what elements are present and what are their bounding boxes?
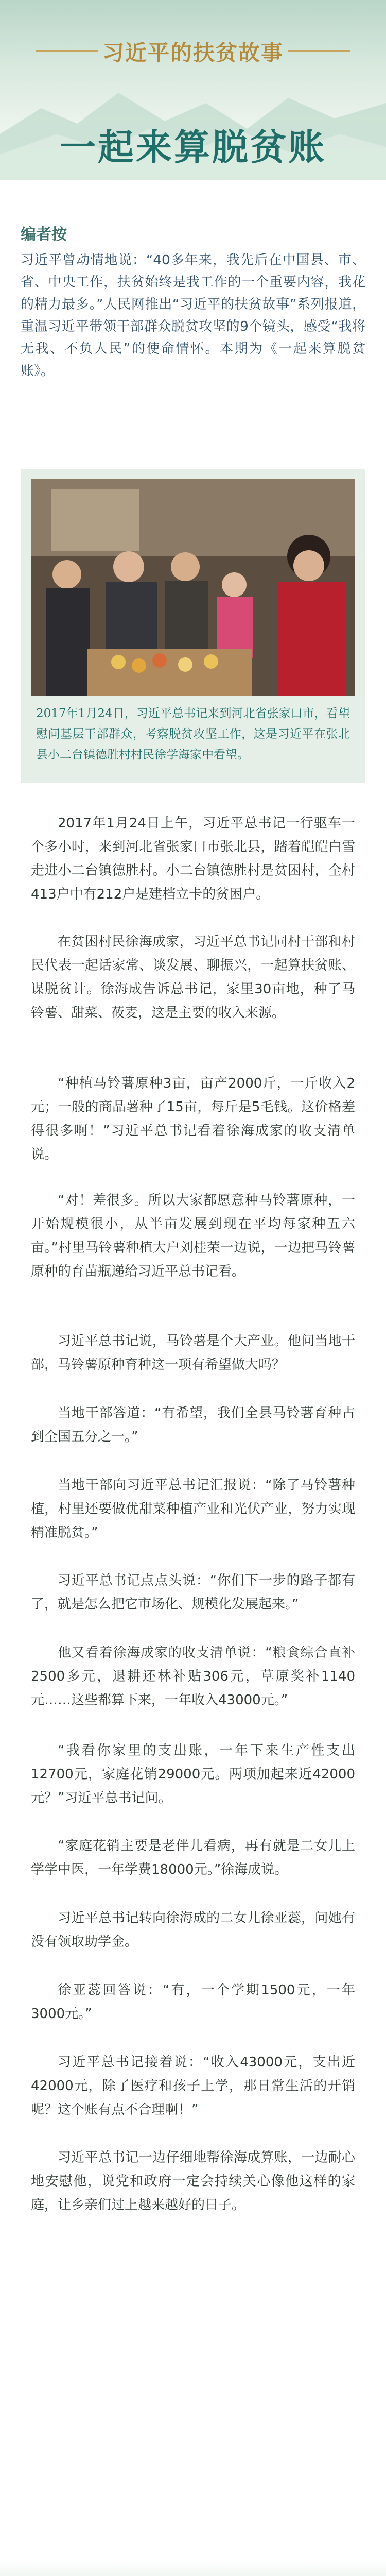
editor-note-label: 编者按 bbox=[21, 226, 67, 244]
photo-card bbox=[21, 469, 365, 783]
article-paragraph: 他又看着徐海成家的收支清单说：“粮食综合直补2500多元，退耕还林补贴306元，草原奖补1140元……这些都算下来，一年收入43000元。” bbox=[31, 1645, 355, 1708]
photo-caption: 2017年1月24日，习近平总书记来到河北省张家口市，看望慰问基层干部群众，考察脱贫攻坚工作，这是习近平在张北县小二台镇德胜村村民徐学海家中看望。 bbox=[36, 707, 350, 761]
editor-note bbox=[21, 222, 365, 382]
footer bbox=[0, 2561, 386, 2576]
series-title: 习近平的扶贫故事 bbox=[102, 40, 284, 65]
article-paragraph: 当地干部向习近平总书记汇报说：“除了马铃薯种植，村里还要做优甜菜种植产业和光伏产业，努力实现精准脱贫。” bbox=[31, 1478, 355, 1540]
editor-note-text: 习近平曾动情地说：“40多年来，我先后在中国县、市、省、中央工作，扶贫始终是我工作的一个重要内容，我花的精力最多。”人民网推出“习近平的扶贫故事”系列报道，重温习近平带领干部群众脱贫攻坚的9个镜头，感受“我将无我、不负人民”的使命情怀。本期为《一起来算脱贫账》。 bbox=[21, 252, 365, 379]
article-paragraph: 习近平总书记一边仔细地帮徐海成算账，一边耐心地安慰他，说党和政府一定会持续关心像他这样的家庭，让乡亲们过上越来越好的日子。 bbox=[31, 2150, 355, 2213]
article-paragraph: 习近平总书记说，马铃薯是个大产业。他问当地干部，马铃薯原种育种这一项有希望做大吗？ bbox=[31, 1333, 355, 1372]
footer-mountains bbox=[0, 2561, 386, 2576]
title-rule-right bbox=[288, 50, 350, 52]
article-paragraph: “家庭花销主要是老伴儿看病，再有就是二女儿上学学中医，一年学费18000元。”徐海成说。 bbox=[31, 1838, 355, 1877]
article-paragraph: 习近平总书记接着说：“收入43000元，支出近42000元，除了医疗和孩子上学，那日常生活的开销呢？这个账有点不合理啊！” bbox=[31, 2055, 355, 2117]
article-paragraph: 在贫困村民徐海成家，习近平总书记同村干部和村民代表一起话家常、谈发展、聊振兴，一起算扶贫账、谋脱贫计。徐海成告诉总书记，家里30亩地，种了马铃薯、甜菜、莜麦，这是主要的收入来源。 bbox=[31, 934, 355, 1021]
photo-scene-illustration bbox=[31, 479, 355, 696]
article-paragraph: “种植马铃薯原种3亩，亩产2000斤，一斤收入2元；一般的商品薯种了15亩，每斤是5毛钱。这价格差得很多啊！”习近平总书记看着徐海成家的收支清单说。 bbox=[31, 1076, 355, 1162]
article-title: 一起来算脱贫账 bbox=[60, 126, 326, 168]
article-paragraph: 2017年1月24日上午，习近平总书记一行驱车一个多小时，来到河北省张家口市张北县，踏着皑皑白雪走进小二台镇德胜村。小二台镇德胜村是贫困村，全村413户中有212户是建档立卡的贫困户。 bbox=[31, 816, 355, 902]
article-paragraph: 习近平总书记点点头说：“你们下一步的路子都有了，就是怎么把它市场化、规模化发展起来。” bbox=[31, 1573, 355, 1612]
header-banner bbox=[0, 0, 386, 180]
article-paragraph: “对！差很多。所以大家都愿意种马铃薯原种，一开始规模很小，从半亩发展到现在平均每家种五六亩。”村里马铃薯种植大户刘桂荣一边说，一边把马铃薯原种的育苗瓶递给习近平总书记看。 bbox=[31, 1193, 355, 1279]
article-paragraph: 徐亚蕊回答说：“有，一个学期1500元，一年3000元。” bbox=[31, 1982, 355, 2022]
article-paragraph: “我看你家里的支出账，一年下来生产性支出12700元，家庭花销29000元。两项加起来近42000元？”习近平总书记问。 bbox=[31, 1743, 355, 1806]
article-paragraph: 当地干部答道：“有希望，我们全县马铃薯育种占到全国五分之一。” bbox=[31, 1405, 355, 1445]
news-photo bbox=[31, 479, 355, 696]
article-paragraph: 习近平总书记转向徐海成的二女儿徐亚蕊，问她有没有领取助学金。 bbox=[31, 1910, 355, 1950]
